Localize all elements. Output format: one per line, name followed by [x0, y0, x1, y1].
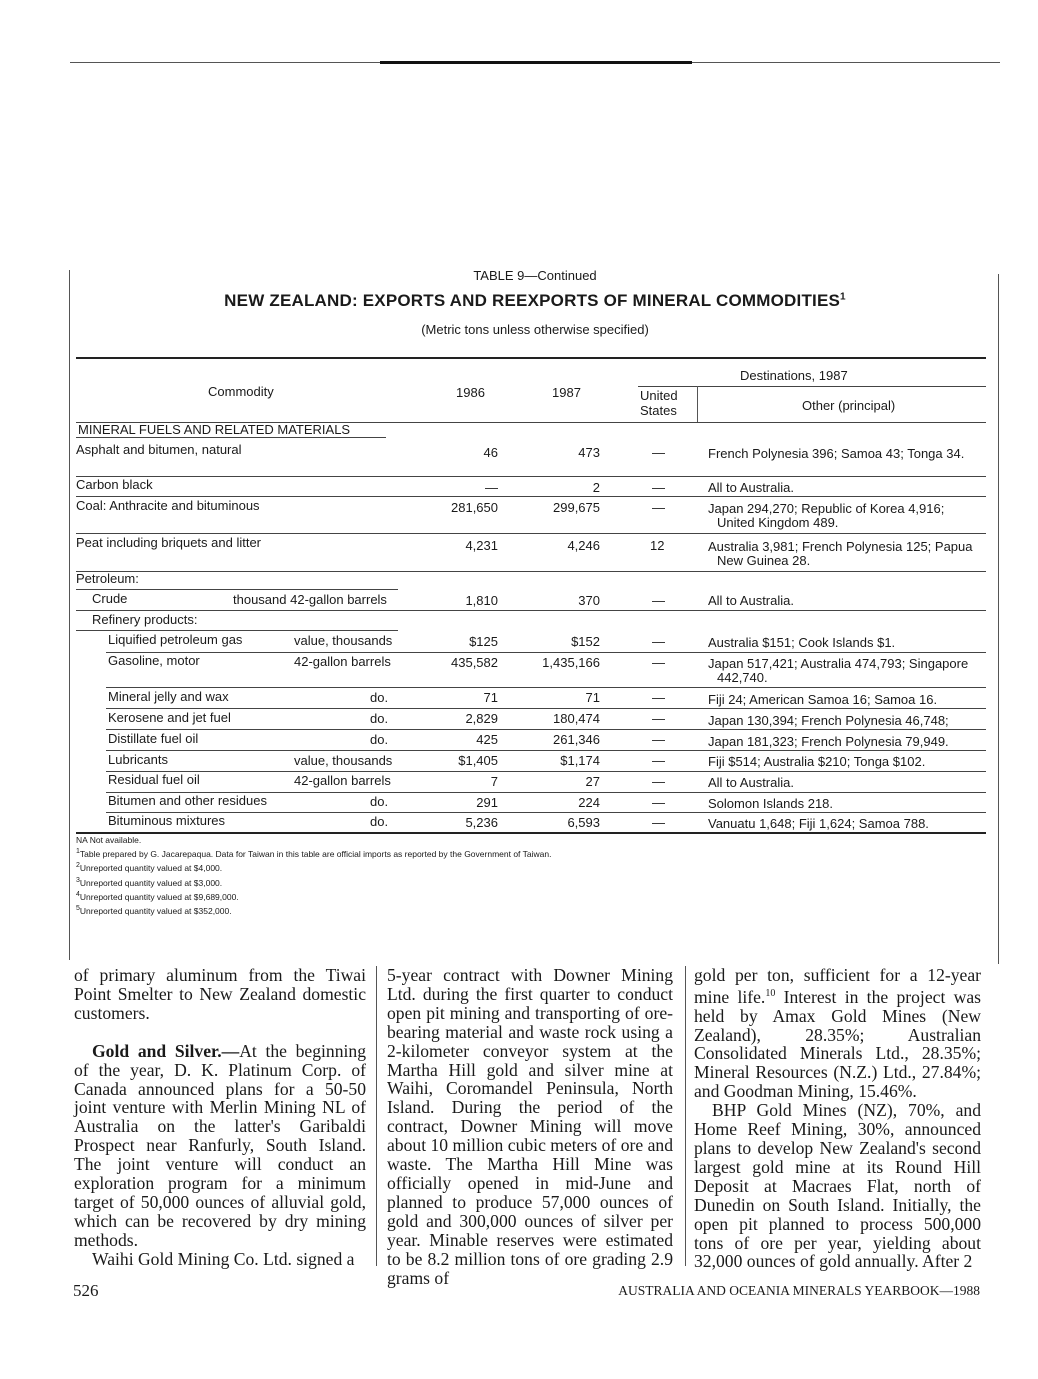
row-crude-us: —: [652, 593, 665, 608]
row-residual-name: Residual fuel oil: [108, 772, 200, 787]
table-top-rule: [76, 357, 986, 359]
row-residual-us: —: [652, 774, 665, 789]
row-bitumen-1987: 224: [578, 795, 600, 810]
row-kerosene-unit: do.: [370, 711, 389, 726]
row-residual-1986: 7: [490, 774, 498, 789]
footnote-4: $^4$Unreported quantity valued at $9,689,000.: [76, 890, 239, 902]
table-subtitle: (Metric tons unless otherwise specified): [421, 322, 649, 337]
row-lubricants-unit: value, thousands: [294, 753, 393, 768]
row-distillate-1986: 425: [476, 732, 498, 747]
page-number: 526: [73, 1281, 99, 1300]
row-distillate-unit: do.: [370, 732, 389, 747]
col3-paragraph-1: gold per ton, sufficient for a 12-year mine life.$^{10}$ Interest in the project was held by Amax Gold Mines (New Zealand), 28.35%; Australian Consolidated Minerals Ltd., 28.35%; Mineral Resources (N.Z.) Ltd., 27.84%; and Goodman Mining, 15.46%.: [694, 965, 981, 1102]
row-bituminous-name: Bituminous mixtures: [108, 813, 226, 828]
rule-gasoline: [106, 687, 986, 688]
row-bituminous-us: —: [652, 815, 665, 830]
rule-lubricants: [106, 771, 986, 772]
top-rule-thick: [380, 61, 692, 64]
row-coal-other: Japan 294,270; Republic of Korea 4,916; United Kingdom 489.: [708, 501, 945, 530]
row-refinery-name: Refinery products:: [92, 612, 198, 627]
row-bituminous-1986: 5,236: [465, 815, 498, 830]
header-united-states: United States: [640, 388, 678, 418]
table-footnotes: [76, 834, 551, 917]
row-kerosene-1987: 180,474: [553, 711, 600, 726]
row-lubricants-name: Lubricants: [108, 752, 168, 767]
row-bituminous-unit: do.: [370, 814, 389, 829]
rule-distillate: [106, 750, 986, 751]
row-carbon-other: All to Australia.: [708, 480, 794, 495]
rule-asphalt: [76, 476, 986, 477]
row-gasoline-other: Japan 517,421; Australia 474,793; Singapore 442,740.: [708, 656, 969, 685]
row-carbon-1986: —: [485, 480, 498, 495]
dest-header-rule: [638, 386, 986, 387]
row-petroleum-name: Petroleum:: [76, 571, 139, 586]
header-commodity: Commodity: [208, 384, 274, 399]
row-asphalt-1987: 473: [578, 445, 600, 460]
row-distillate-us: —: [652, 732, 665, 747]
left-margin-rule: [69, 270, 70, 960]
row-bituminous-1987: 6,593: [567, 815, 600, 830]
row-residual-unit: 42-gallon barrels: [294, 773, 391, 788]
rule-petroleum: [76, 589, 398, 590]
row-lubricants-1986: $1,405: [458, 753, 498, 768]
section-title: MINERAL FUELS AND RELATED MATERIALS: [78, 422, 351, 437]
row-bituminous-other: Vanuatu 1,648; Fiji 1,624; Samoa 788.: [708, 816, 929, 831]
row-asphalt-other: French Polynesia 396; Samoa 43; Tonga 34.: [708, 446, 965, 461]
footnote-na: NA Not available.: [76, 835, 142, 845]
row-carbon-name: Carbon black: [76, 477, 153, 492]
rule-crude: [76, 610, 986, 611]
row-gasoline-1987: 1,435,166: [542, 655, 600, 670]
row-lpg-other: Australia $151; Cook Islands $1.: [708, 635, 896, 650]
row-lpg-name: Liquified petroleum gas: [108, 632, 243, 647]
section-heading-gold-silver: Gold and Silver.—: [92, 1040, 240, 1061]
text-column-1: [74, 966, 366, 1269]
row-coal-1987: 299,675: [553, 500, 600, 515]
column-divider-2: [685, 966, 686, 1266]
row-lubricants-1987: $1,174: [560, 753, 600, 768]
row-asphalt-1986: 46: [483, 445, 498, 460]
row-bitumen-unit: do.: [370, 794, 389, 809]
row-lpg-1986: $125: [469, 634, 498, 649]
row-lpg-1987: $152: [571, 634, 600, 649]
section-underline: [76, 437, 386, 438]
footnote-3: $^3$Unreported quantity valued at $3,000.: [76, 876, 223, 888]
row-residual-other: All to Australia.: [708, 775, 794, 790]
row-peat-us: 12: [650, 538, 665, 553]
row-jelly-name: Mineral jelly and wax: [108, 689, 229, 704]
table-caption: TABLE 9—Continued: [473, 268, 597, 283]
row-gasoline-unit: 42-gallon barrels: [294, 654, 391, 669]
running-title: AUSTRALIA AND OCEANIA MINERALS YEARBOOK—1988: [618, 1283, 980, 1298]
row-kerosene-name: Kerosene and jet fuel: [108, 710, 231, 725]
rule-jelly: [106, 708, 986, 709]
row-kerosene-us: —: [652, 711, 665, 726]
row-bitumen-name: Bitumen and other residues: [108, 793, 267, 808]
row-coal-us: —: [652, 500, 665, 515]
row-asphalt-us: —: [652, 445, 665, 460]
row-jelly-us: —: [652, 690, 665, 705]
row-jelly-unit: do.: [370, 690, 389, 705]
row-bitumen-other: Solomon Islands 218.: [708, 796, 834, 811]
row-bitumen-1986: 291: [476, 795, 498, 810]
row-peat-name: Peat including briquets and litter: [76, 535, 262, 550]
row-gasoline-1986: 435,582: [451, 655, 498, 670]
header-1987: 1987: [552, 385, 581, 400]
row-kerosene-1986: 2,829: [465, 711, 498, 726]
row-peat-other: Australia 3,981; French Polynesia 125; Papua New Guinea 28.: [708, 539, 973, 568]
header-other: Other (principal): [802, 398, 896, 413]
row-crude-1987: 370: [578, 593, 600, 608]
row-lubricants-us: —: [652, 753, 665, 768]
row-lpg-unit: value, thousands: [294, 633, 393, 648]
col2-paragraph-1: 5-year contract with Downer Mining Ltd. during the first quarter to conduct open pit mining and transporting of ore-bearing material and waste rock using a 2-kilometer conveyor system at the Martha Hill gold and silver mine at Waihi, Coromandel Peninsula, North Island. During the period of the contract, Downer Mining will move about 10 million cubic meters of ore and waste. The Martha Hill Mine was officially opened in mid-June and planned to produce 57,000 ounces of gold and 300,000 ounces of silver per year. Minable reserves were estimated to be 8.2 million tons of ore grading 2.9 grams of: [387, 965, 673, 1288]
rule-coal: [76, 533, 986, 534]
row-crude-other: All to Australia.: [708, 593, 794, 608]
row-distillate-1987: 261,346: [553, 732, 600, 747]
row-crude-unit: thousand 42-gallon barrels: [233, 592, 387, 607]
row-residual-1987: 27: [585, 774, 600, 789]
row-gasoline-us: —: [652, 655, 665, 670]
footnote-5: $^5$Unreported quantity valued at $352,000.: [76, 904, 232, 916]
row-kerosene-other: Japan 130,394; French Polynesia 46,748;: [708, 713, 949, 728]
col1-paragraph-2: Gold and Silver.—At the beginning of the year, D. K. Platinum Corp. of Canada announced plans for a 50-50 joint venture with Merlin Mining NL of Australia on the latter's Garibaldi Prospect near Ranfurly, South Island. The joint venture will conduct an exploration program for a minimum target of 50,000 ounces of alluvial gold, which can be recovered by dry mining methods.: [74, 1040, 366, 1250]
row-distillate-name: Distillate fuel oil: [108, 731, 199, 746]
col1-paragraph-1: of primary aluminum from the Tiwai Point Smelter to New Zealand domestic customers.: [74, 965, 366, 1023]
column-divider-1: [376, 966, 377, 1266]
row-jelly-1986: 71: [483, 690, 498, 705]
rule-carbon: [76, 496, 986, 497]
row-peat-1986: 4,231: [465, 538, 498, 553]
text-column-2: [387, 966, 673, 1287]
row-peat-1987: 4,246: [567, 538, 600, 553]
row-jelly-1987: 71: [585, 690, 600, 705]
right-margin-rule: [998, 274, 999, 964]
row-gasoline-name: Gasoline, motor: [108, 653, 200, 668]
rule-refinery: [76, 630, 398, 631]
footnote-2: $^2$Unreported quantity valued at $4,000.: [76, 862, 223, 874]
row-lpg-us: —: [652, 634, 665, 649]
rule-kerosene: [106, 729, 986, 730]
us-header-divider: [697, 386, 698, 422]
row-bitumen-us: —: [652, 795, 665, 810]
row-jelly-other: Fiji 24; American Samoa 16; Samoa 16.: [708, 692, 938, 707]
text-column-3: [694, 966, 981, 1271]
row-distillate-other: Japan 181,323; French Polynesia 79,949.: [708, 734, 949, 749]
row-carbon-1987: 2: [592, 480, 600, 495]
row-coal-name: Coal: Anthracite and bituminous: [76, 498, 260, 513]
row-lubricants-other: Fiji $514; Australia $210; Tonga $102.: [708, 754, 926, 769]
footnote-1: $^1$Table prepared by G. Jacarepaqua. Data for Taiwan in this table are official imports as reported by the Government of Taiwan.: [76, 848, 552, 860]
header-destinations: Destinations, 1987: [740, 368, 848, 383]
col1-paragraph-3: Waihi Gold Mining Co. Ltd. signed a: [92, 1248, 355, 1269]
row-coal-1986: 281,650: [451, 500, 498, 515]
row-crude-name: Crude: [92, 591, 128, 606]
row-crude-1986: 1,810: [465, 593, 498, 608]
table-title: NEW ZEALAND: EXPORTS AND REEXPORTS OF MINERAL COMMODITIES$^1$: [224, 291, 846, 310]
rule-peat: [76, 571, 986, 572]
col3-paragraph-2: BHP Gold Mines (NZ), 70%, and Home Reef Mining, 30%, announced plans to develop New Zealand's second largest gold mine at its Round Hill Deposit at Macraes Flat, north of Dunedin on South Island. Initially, the open pit planned to process 500,000 tons of ore per year, yielding about 32,000 ounces of gold annually. After 2: [694, 1100, 981, 1272]
rule-bitumen: [106, 812, 986, 813]
header-1986: 1986: [456, 385, 485, 400]
row-asphalt-name: Asphalt and bitumen, natural: [76, 442, 242, 457]
row-carbon-us: —: [652, 480, 665, 495]
rule-lpg: [106, 652, 986, 653]
